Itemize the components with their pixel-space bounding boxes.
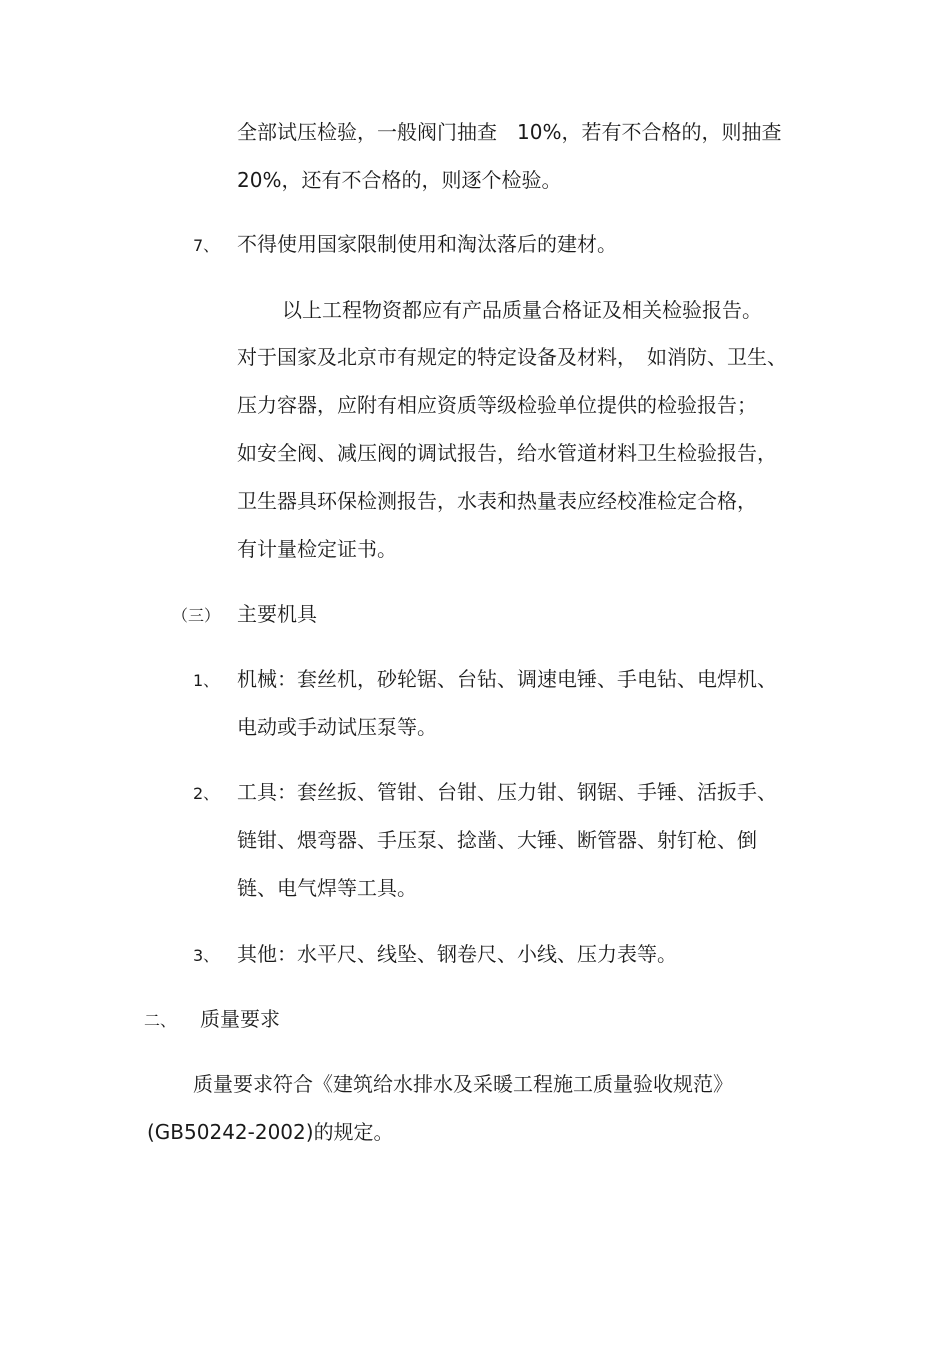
section-3-number: （三） (172, 606, 221, 625)
intro-line-1: 全部试压检验，一般阀门抽查 10%，若有不合格的，则抽查 (237, 120, 782, 144)
quality-line-1: 质量要求符合《建筑给水排水及采暖工程施工质量验收规范》 (193, 1072, 733, 1096)
item-7-text: 不得使用国家限制使用和淘汰落后的建材。 (237, 232, 617, 256)
materials-line-3: 压力容器，应附有相应资质等级检验单位提供的检验报告； (237, 393, 757, 417)
tool-1-number: 1、 (193, 671, 220, 690)
tool-1-line-2: 电动或手动试压泵等。 (237, 715, 437, 739)
section-2-title: 质量要求 (200, 1007, 280, 1031)
tool-2-line-1: 工具：套丝扳、管钳、台钳、压力钳、钢锯、手锤、活扳手、 (237, 780, 777, 804)
tool-2-line-2: 链钳、煨弯器、手压泵、捻凿、大锤、断管器、射钉枪、倒 (237, 828, 757, 852)
section-3-title: 主要机具 (237, 602, 317, 626)
materials-line-2: 对于国家及北京市有规定的特定设备及材料， 如消防、卫生、 (237, 345, 787, 369)
intro-line-2: 20%，还有不合格的，则逐个检验。 (237, 168, 562, 192)
tool-2-number: 2、 (193, 784, 220, 803)
item-7-number: 7、 (193, 236, 220, 255)
materials-line-1: 以上工程物资都应有产品质量合格证及相关检验报告。 (282, 298, 762, 322)
section-2-number: 二、 (144, 1011, 177, 1030)
quality-line-2: (GB50242-2002)的规定。 (147, 1120, 394, 1144)
tool-3-number: 3、 (193, 946, 220, 965)
tool-2-line-3: 链、电气焊等工具。 (237, 876, 417, 900)
tool-3-line-1: 其他：水平尺、线坠、钢卷尺、小线、压力表等。 (237, 942, 677, 966)
materials-line-4: 如安全阀、减压阀的调试报告，给水管道材料卫生检验报告， (237, 441, 777, 465)
tool-1-line-1: 机械：套丝机，砂轮锯、台钻、调速电锤、手电钻、电焊机、 (237, 667, 777, 691)
materials-line-5: 卫生器具环保检测报告，水表和热量表应经校准检定合格， (237, 489, 757, 513)
materials-line-6: 有计量检定证书。 (237, 537, 397, 561)
